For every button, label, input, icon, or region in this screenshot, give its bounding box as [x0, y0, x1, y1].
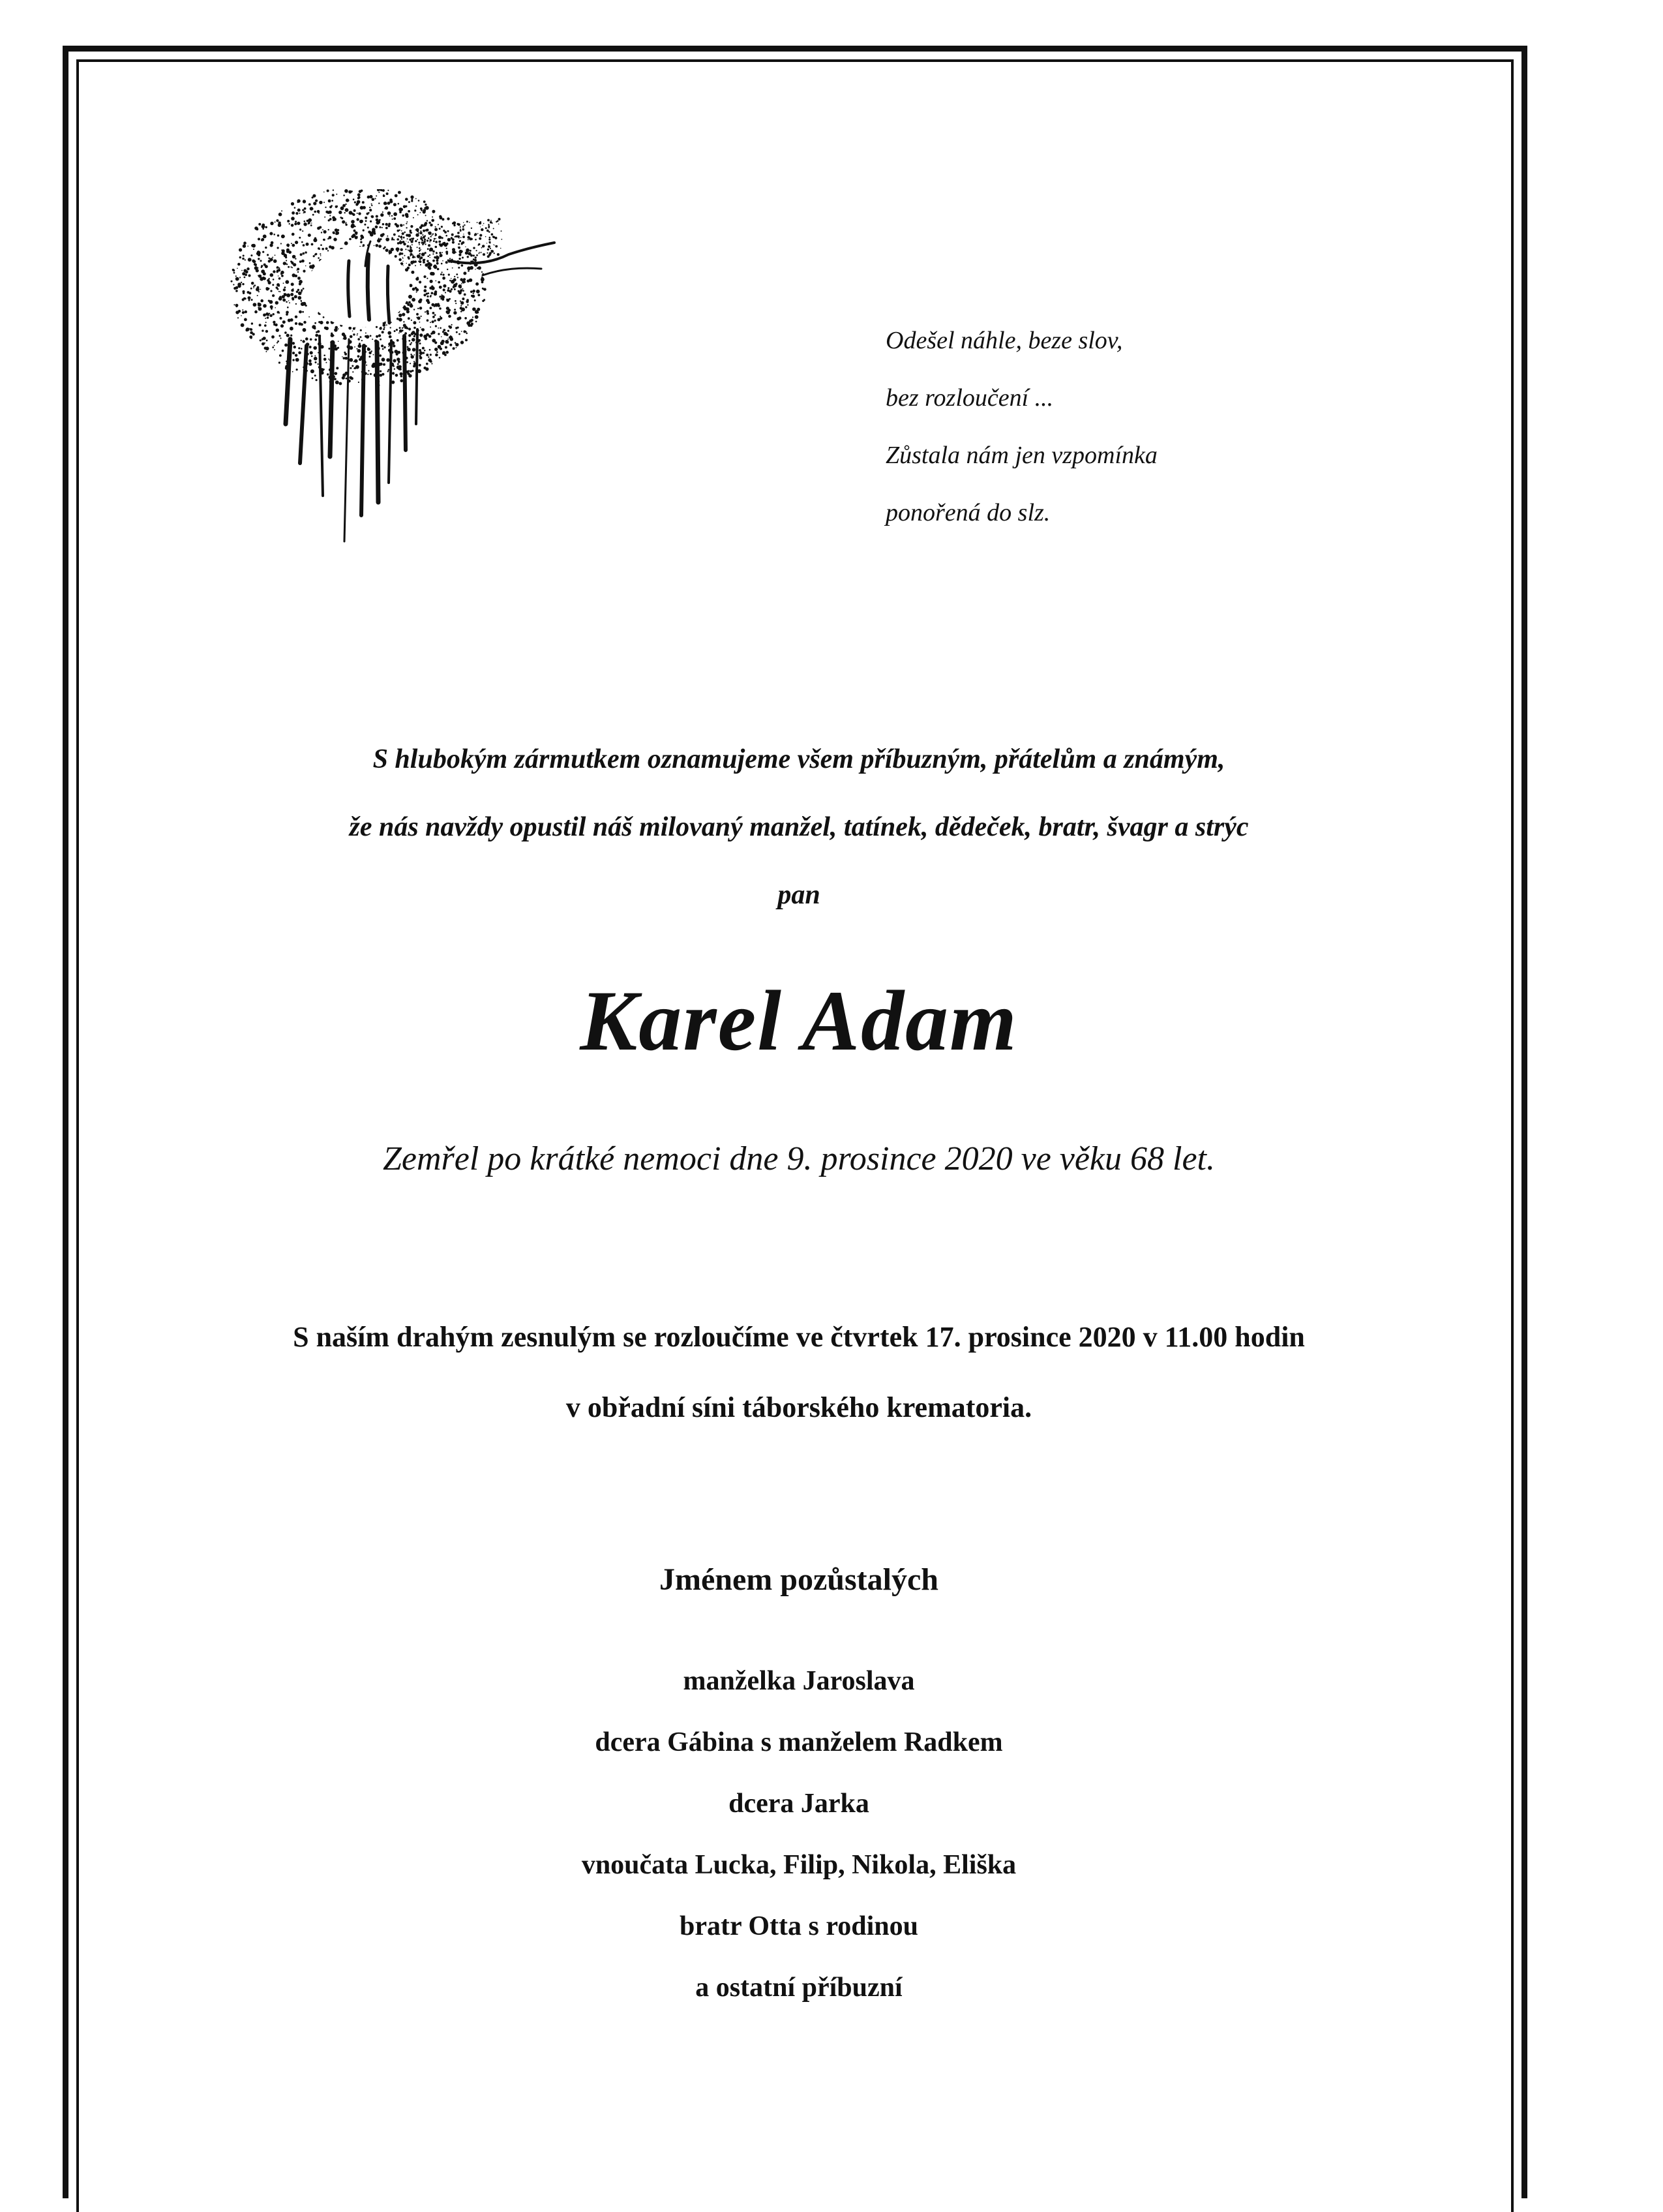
mourner-item: manželka Jaroslava	[683, 1666, 915, 1696]
mourner-item: dcera Gábina s manželem Radkem	[595, 1727, 1003, 1757]
candle-flame-emblem-icon	[202, 189, 567, 574]
poem-line: ponořená do slz.	[886, 499, 1051, 526]
deceased-name: Karel Adam	[580, 973, 1018, 1068]
poem-line: bez rozloučení ...	[886, 384, 1054, 412]
announcement-line: S hlubokým zármutkem oznamujeme všem příbuzným, přátelům a známým,	[372, 744, 1225, 774]
mourner-item: vnoučata Lucka, Filip, Nikola, Eliška	[581, 1850, 1017, 1880]
announcement-line: že nás navždy opustil náš milovaný manžel, tatínek, dědeček, bratr, švagr a strýc	[349, 812, 1249, 842]
mourner-item: bratr Otta s rodinou	[680, 1911, 918, 1941]
mourner-item: a ostatní příbuzní	[695, 1973, 903, 2003]
poem-line: Zůstala nám jen vzpomínka	[886, 442, 1158, 469]
ceremony-line: S naším drahým zesnulým se rozloučíme ve čtvrtek 17. prosince 2020 v 11.00 hodin	[293, 1321, 1305, 1353]
ceremony-line: v obřadní síni táborského krematoria.	[565, 1391, 1032, 1423]
mourners-heading: Jménem pozůstalých	[659, 1562, 938, 1597]
announcement-title-line: pan	[777, 880, 820, 910]
ceremony-info	[85, 1302, 1513, 1443]
mourners-list	[85, 1650, 1513, 2018]
poem-line: Odešel náhle, beze slov,	[886, 327, 1123, 354]
announcement	[85, 725, 1513, 929]
memorial-poem	[886, 312, 1342, 541]
death-note: Zemřel po krátké nemoci dne 9. prosince 2020 ve věku 68 let.	[382, 1140, 1215, 1177]
mourner-item: dcera Jarka	[728, 1789, 869, 1819]
